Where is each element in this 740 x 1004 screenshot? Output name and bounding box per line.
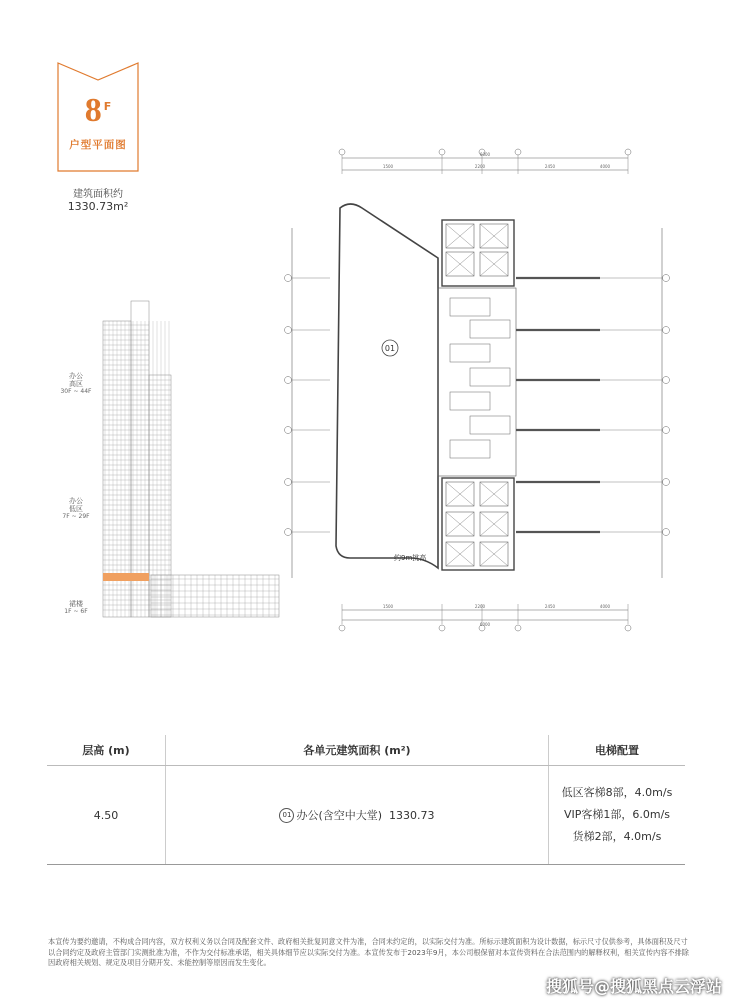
watermark-text: 搜狐号@搜狐黑点云浮站 xyxy=(545,977,722,996)
cell-elevators xyxy=(549,766,686,865)
disclaimer-text: 本宣传为要约邀请，不构成合同内容，双方权利义务以合同及配套文件、政府相关批复同意文件为准，合同未约定的，以实际交付为准。所标示建筑面积为设计数据，标示尺寸仅供参考，具体面积及尺寸以合同约定及政府主管部门实测批准为准，不作为交付标准承诺，相关具体细节应以实际交付为准。本宣传发布于2023年9月，本公司根保留对本宣传资料在合法范围内的解释权利，相关宣传内容不排除因政府相关规划、规定及项目分期开发、未能控制等原因而发生变化。 xyxy=(48,937,689,967)
floor-plan-title: 户型平面图 xyxy=(69,139,127,151)
spec-table xyxy=(47,735,685,865)
area-value: 1330.73m² xyxy=(67,200,129,213)
current-floor-highlight xyxy=(103,573,149,581)
top-dim-1: 1500 xyxy=(382,164,394,169)
unit-area-text: 办公(含空中大堂) 1330.73 xyxy=(296,808,435,822)
bottom-dim-3: 2450 xyxy=(544,604,556,609)
unit-number-chip: 01 xyxy=(279,808,294,823)
floor-plan xyxy=(270,148,690,638)
building-elevation xyxy=(95,285,285,635)
col-header-area: 各单元建筑面积 (m²) xyxy=(166,735,549,766)
top-dim-2: 2200 xyxy=(474,164,486,169)
bottom-total-dim: 6000 xyxy=(479,622,491,627)
elevator-line: 货梯2部，4.0m/s xyxy=(572,830,662,843)
area-label: 建筑面积约 xyxy=(73,189,123,200)
bottom-dim-2: 2200 xyxy=(474,604,486,609)
cell-area xyxy=(166,766,549,865)
elevator-line: 低区客梯8部，4.0m/s xyxy=(561,786,673,799)
top-dim-4: 4000 xyxy=(599,164,611,169)
bottom-dim-4: 4000 xyxy=(599,604,611,609)
top-total-dim: 6000 xyxy=(479,152,491,157)
table-row xyxy=(47,766,685,865)
zone-label-high: 办公 高区 30F ~ 44F xyxy=(60,372,92,395)
floor-number: 8 $^F$ xyxy=(84,92,112,129)
elevator-line: VIP客梯1部，6.0m/s xyxy=(563,808,671,821)
cell-height: 4.50 xyxy=(47,766,166,865)
zone-label-low: 办公 低区 7F ~ 29F xyxy=(62,497,90,520)
col-header-elevator: 电梯配置 xyxy=(549,735,686,766)
bottom-dim-1: 1500 xyxy=(382,604,394,609)
zone-label-podium: 裙楼 1F ~ 6F xyxy=(64,600,88,615)
top-dim-3: 2450 xyxy=(544,164,556,169)
plan-void-note: 约9m挑高 xyxy=(394,554,427,562)
col-header-height: 层高 (m) xyxy=(47,735,166,766)
plan-unit-label: 01 xyxy=(384,344,396,353)
